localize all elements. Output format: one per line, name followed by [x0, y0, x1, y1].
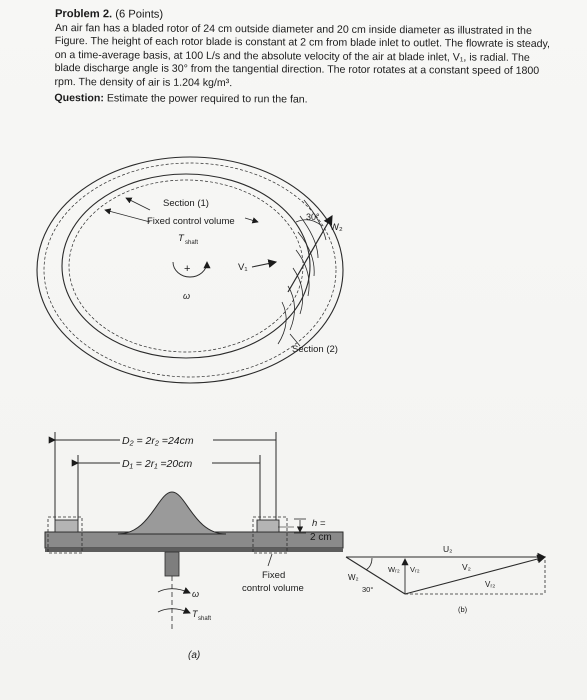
question-text: Estimate the power required to run the fan. — [106, 91, 308, 106]
v2-vector — [405, 557, 545, 594]
plus-sign: + — [184, 263, 191, 275]
problem-points: (6 Points) — [115, 8, 164, 21]
vr2b-label: Vᵣ₂ — [410, 565, 420, 574]
rotor-side-view — [45, 432, 343, 630]
problem-line-4: blade discharge angle is 30° from the tangential direction. The rotor rotates at a constant speed of 1800 — [54, 62, 540, 78]
d1-label: D₁ = 2r₁ =20cm — [122, 458, 193, 470]
tshaft-label: T — [178, 233, 184, 244]
tri-w2-label: W₂ — [348, 573, 359, 582]
caption-a: (a) — [188, 650, 201, 661]
right-blade — [257, 520, 279, 532]
section2-label: Section (2) — [292, 344, 338, 355]
top-labels — [147, 198, 343, 355]
velocity-triangle — [346, 557, 545, 594]
h-label: h = — [312, 518, 326, 529]
triangle-labels — [348, 544, 495, 614]
cv-label: control volume — [242, 583, 304, 594]
w2-label: W₂ — [330, 222, 343, 233]
section1-label: Section (1) — [163, 198, 209, 209]
side-omega-label: ω — [192, 589, 200, 599]
problem-title: Problem 2. — [54, 8, 113, 21]
problem-line-1: An air fan has a bladed rotor of 24 cm outside diameter and 20 cm inside diameter as illustrated in the — [54, 21, 532, 37]
v1-label: V₁ — [238, 262, 248, 273]
left-blade — [55, 520, 78, 532]
question-label: Question: — [54, 91, 104, 104]
caption-b: (b) — [458, 605, 468, 614]
fixed-cv-label: Fixed control volume — [147, 216, 235, 227]
angle-30-label: 30° — [306, 212, 320, 222]
problem-line-2: Figure. The height of each rotor blade is constant at 2 cm from blade inlet to outlet. The flowrate is steady, — [54, 35, 551, 51]
tshaft-subscript: shaft — [185, 240, 199, 246]
hub — [118, 492, 226, 534]
side-tshaft-label: T — [192, 609, 198, 619]
tri-angle-label: 30° — [362, 585, 374, 594]
v2-label: V₂ — [462, 562, 471, 572]
vr2-label: Vᵣ₂ — [485, 580, 496, 589]
u2-label: U₂ — [443, 544, 453, 554]
d2-label: D₂ = 2r₂ =24cm — [122, 435, 194, 447]
problem-line-5: rpm. The density of air is 1.204 kg/m³. — [54, 75, 233, 90]
fixed-label: Fixed — [262, 570, 286, 581]
h-value: 2 cm — [310, 532, 332, 543]
wr2-label: Wᵣ₂ — [388, 565, 400, 574]
side-tshaft-subscript: shaft — [198, 616, 212, 622]
problem-line-3: on a time-average basis, at 100 L/s and the absolute velocity of the air at blade inlet, V₁, is radial. The — [54, 48, 530, 64]
omega-label: ω — [183, 291, 191, 301]
